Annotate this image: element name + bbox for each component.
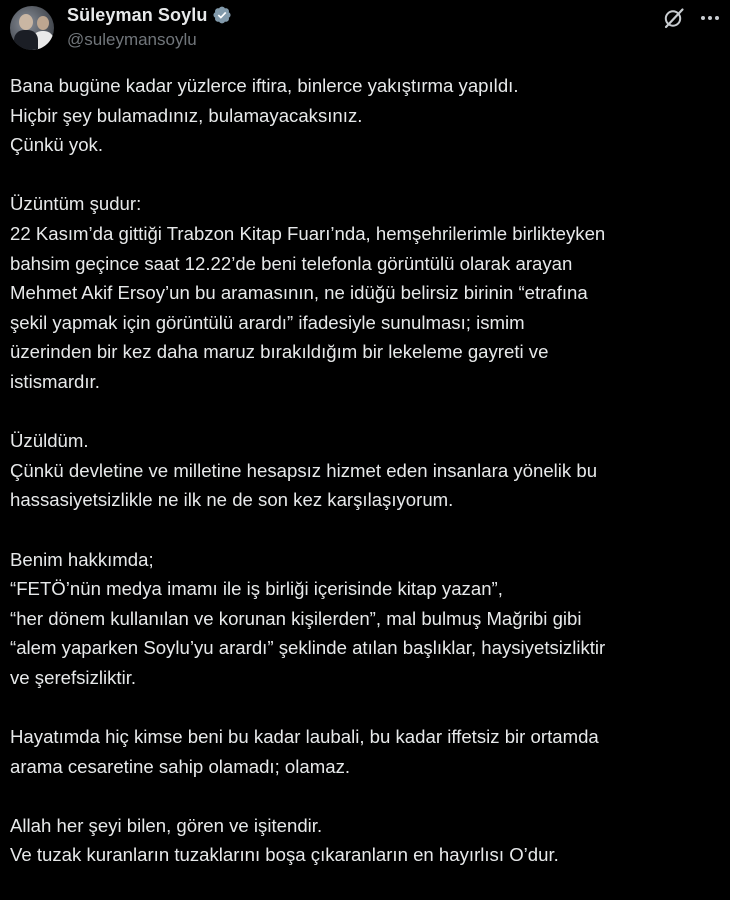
tweet-line: Hayatımda hiç kimse beni bu kadar laubali, bu kadar iffetsiz bir ortamda (10, 726, 599, 748)
author-handle[interactable]: @suleymansoylu (67, 30, 197, 49)
paragraph-gap (10, 692, 722, 722)
paragraph-gap (10, 160, 722, 190)
tweet-line: Mehmet Akif Ersoy’un bu aramasının, ne idüğü belirsiz birinin “etrafına (10, 282, 588, 304)
avatar-figure-body (32, 31, 54, 50)
tweet-line: 22 Kasım’da gittiği Trabzon Kitap Fuarı’nda, hemşehrilerimle birlikteyken (10, 222, 606, 244)
paragraph-gap (10, 781, 722, 811)
tweet-line: arama cesaretine sahip olamadı; olamaz. (10, 755, 351, 777)
tweet-line: Çünkü devletine ve milletine hesapsız hizmet eden insanlara yönelik bu (10, 459, 598, 481)
author-avatar[interactable] (10, 6, 54, 50)
tweet-line: bahsim geçince saat 12.22’de beni telefonla görüntülü olarak arayan (10, 252, 573, 274)
tweet-line: Üzüldüm. (10, 430, 89, 452)
paragraph-gap (10, 515, 722, 545)
tweet-line: Bana bugüne kadar yüzlerce iftira, binlerce yakıştırma yapıldı. (10, 75, 519, 96)
tweet-line: hassasiyetsizlikle ne ilk ne de son kez karşılaşıyorum. (10, 489, 454, 511)
tweet-line: istismardır. (10, 370, 100, 392)
tweet-line: “FETÖ’nün medya imamı ile iş birliği içerisinde kitap yazan”, (10, 578, 503, 600)
verified-badge-icon (212, 5, 232, 25)
author-name-row[interactable] (67, 2, 232, 28)
tweet-line: Üzüntüm şudur: (10, 193, 142, 215)
tweet-text (10, 71, 722, 870)
tweet-line: “alem yaparken Soylu’yu arardı” şeklinde atılan başlıklar, haysiyetsizliktir (10, 637, 606, 659)
avatar-figure-head (37, 16, 49, 30)
more-options-icon[interactable] (698, 6, 722, 30)
tweet-line: Ve tuzak kuranların tuzaklarını boşa çıkaranların en hayırlısı O’dur. (10, 844, 559, 866)
grok-icon[interactable] (662, 6, 686, 30)
tweet-line: ve şerefsizliktir. (10, 666, 137, 688)
tweet-line: Benim hakkımda; (10, 548, 154, 570)
tweet-line: Hiçbir şey bulamadınız, bulamayacaksınız. (10, 104, 363, 126)
tweet-line: Allah her şeyi bilen, gören ve işitendir. (10, 814, 323, 836)
tweet-line: şekil yapmak için görüntülü arardı” ifadesiyle sunulması; ismim (10, 311, 525, 333)
tweet-line: üzerinden bir kez daha maruz bırakıldığım bir lekeleme gayreti ve (10, 341, 549, 363)
paragraph-gap (10, 397, 722, 427)
author-display-name[interactable]: Süleyman Soylu (67, 4, 208, 25)
tweet-line: “her dönem kullanılan ve korunan kişilerden”, mal bulmuş Mağribi gibi (10, 607, 582, 629)
tweet-header (0, 0, 730, 60)
tweet-line: Çünkü yok. (10, 134, 104, 156)
